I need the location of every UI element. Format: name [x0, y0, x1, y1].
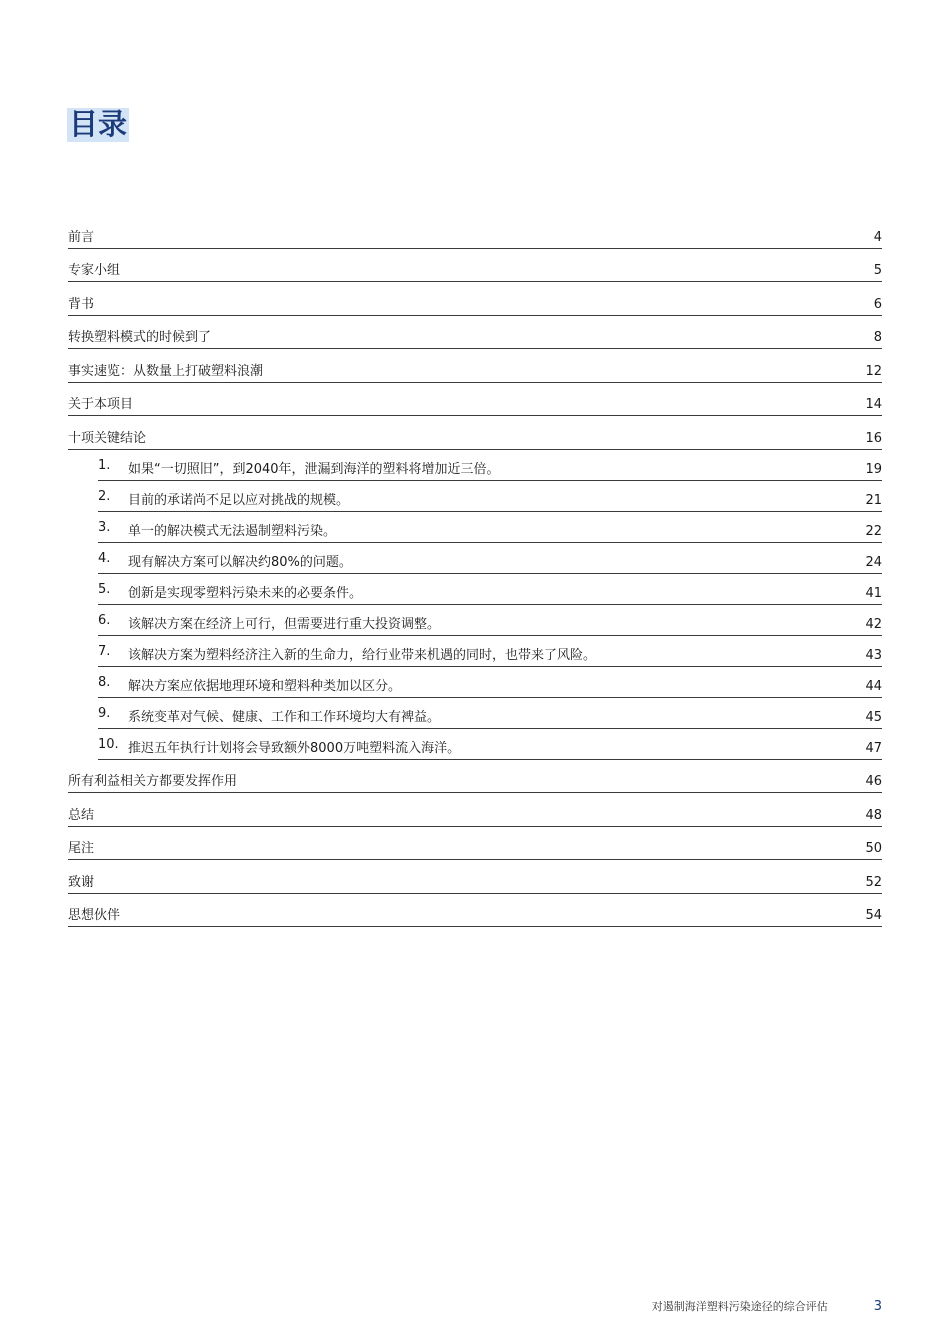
toc-entry-label: 目前的承诺尚不足以应对挑战的规模。 — [128, 492, 350, 508]
toc-page-number: 47 — [865, 740, 882, 756]
toc-entry[interactable] — [68, 249, 882, 283]
toc-page-number: 48 — [865, 807, 882, 823]
toc-page-number: 22 — [865, 523, 882, 539]
toc-page-number: 52 — [865, 874, 882, 890]
toc-entry-title — [68, 904, 120, 923]
toc-entry-title — [98, 489, 349, 508]
toc-subentry[interactable] — [98, 512, 882, 543]
toc-entry[interactable] — [68, 349, 882, 383]
toc-entry-title — [98, 675, 401, 694]
toc-entry[interactable] — [68, 894, 882, 928]
toc-entry-label: 总结 — [68, 807, 95, 823]
toc-entry-title — [68, 226, 94, 245]
toc-subentry[interactable] — [98, 698, 882, 729]
toc-entry-number: 1. — [98, 457, 111, 473]
toc-entry-number: 5. — [98, 581, 111, 597]
toc-entry-title — [68, 804, 94, 823]
toc-subentry[interactable] — [98, 636, 882, 667]
toc-entry[interactable] — [68, 760, 882, 794]
toc-page-number: 19 — [865, 461, 882, 477]
toc-entry-label: 所有利益相关方都要发挥作用 — [68, 774, 238, 789]
toc-entry-number: 9. — [98, 705, 111, 721]
toc-entry-title — [68, 837, 94, 856]
toc-entry-title — [98, 706, 440, 725]
toc-page-number: 12 — [865, 363, 882, 379]
toc-page-number: 14 — [865, 397, 882, 412]
toc-page-number: 42 — [865, 616, 882, 632]
toc-entry-title — [98, 458, 500, 477]
toc-entry-label: 解决方案应依据地理环境和塑料种类加以区分。 — [128, 678, 402, 694]
toc-entry-label: 该解决方案为塑料经济注入新的生命力，给行业带来机遇的同时，也带来了风险。 — [128, 647, 597, 663]
toc-entry-title — [68, 871, 94, 890]
toc-entry-label: 十项关键结论 — [68, 430, 147, 446]
toc-page-number: 50 — [865, 841, 882, 856]
toc-entry-title — [68, 259, 120, 278]
toc-entry-number: 7. — [98, 643, 111, 659]
toc-subentry[interactable] — [98, 543, 882, 574]
toc-entry-number: 6. — [98, 612, 111, 628]
toc-entry-label: 系统变革对气候、健康、工作和工作环境均大有裨益。 — [128, 709, 441, 725]
toc-entry-label: 该解决方案在经济上可行，但需要进行重大投资调整。 — [128, 616, 441, 632]
toc-page-number: 41 — [865, 585, 882, 601]
toc-subentry[interactable] — [98, 450, 882, 481]
toc-entry-label: 转换塑料模式的时候到了 — [68, 330, 212, 345]
toc-entry-number: 2. — [98, 488, 111, 504]
toc-page-number: 16 — [865, 430, 882, 446]
toc-entry-title — [98, 613, 440, 632]
page-footer — [652, 1298, 882, 1314]
toc-page-number: 6 — [873, 296, 882, 312]
toc-page-number: 24 — [865, 554, 882, 570]
table-of-contents — [68, 215, 882, 927]
page-title: 目录 — [69, 107, 128, 141]
toc-entry-label: 推迟五年执行计划将会导致额外8000万吨塑料流入海洋。 — [128, 740, 461, 756]
toc-page-number: 4 — [873, 229, 882, 245]
toc-entry-number: 3. — [98, 519, 111, 535]
toc-entry[interactable] — [68, 215, 882, 249]
toc-entry-title — [98, 737, 460, 756]
toc-entry-title — [68, 393, 133, 412]
toc-page-number: 21 — [865, 492, 882, 508]
toc-entry-label: 如果“一切照旧”，到2040年，泄漏到海洋的塑料将增加近三倍。 — [128, 461, 500, 477]
toc-page-number: 8 — [873, 330, 882, 345]
toc-subentry[interactable] — [98, 481, 882, 512]
toc-entry-title — [98, 520, 336, 539]
toc-entry[interactable] — [68, 416, 882, 450]
toc-entry-number: 4. — [98, 550, 111, 566]
toc-entry[interactable] — [68, 316, 882, 350]
toc-entry-label: 现有解决方案可以解决约80%的问题。 — [128, 554, 352, 570]
toc-entry-title — [68, 360, 263, 379]
toc-entry-label: 单一的解决模式无法遏制塑料污染。 — [128, 523, 337, 539]
toc-entry-label: 创新是实现零塑料污染未来的必要条件。 — [128, 585, 363, 601]
toc-subentry[interactable] — [98, 605, 882, 636]
toc-page-number: 44 — [865, 678, 882, 694]
toc-subentry[interactable] — [98, 574, 882, 605]
toc-entry-label: 尾注 — [68, 841, 95, 856]
toc-page-number: 46 — [865, 774, 882, 789]
toc-entry[interactable] — [68, 860, 882, 894]
toc-entry-title — [98, 644, 596, 663]
toc-entry[interactable] — [68, 383, 882, 417]
toc-entry-number: 8. — [98, 674, 111, 690]
toc-page-number: 5 — [873, 263, 882, 278]
toc-entry-label: 致谢 — [68, 874, 95, 890]
toc-subentry[interactable] — [98, 667, 882, 698]
toc-entry-title — [68, 326, 211, 345]
toc-page-number: 54 — [865, 908, 882, 923]
toc-entry[interactable] — [68, 793, 882, 827]
toc-entry-title — [98, 582, 362, 601]
toc-entry-label: 背书 — [68, 296, 95, 312]
toc-entry-title — [68, 293, 94, 312]
toc-entry[interactable] — [68, 827, 882, 861]
toc-page-number: 45 — [865, 709, 882, 725]
toc-entry-title — [68, 427, 146, 446]
footer-page-number: 3 — [873, 1299, 882, 1314]
toc-entry-title — [98, 551, 352, 570]
toc-entry-label: 关于本项目 — [68, 397, 134, 412]
toc-entry-title — [68, 770, 237, 789]
toc-entry-label: 思想伙伴 — [68, 908, 121, 923]
toc-entry[interactable] — [68, 282, 882, 316]
toc-subentry[interactable] — [98, 729, 882, 760]
toc-entry-label: 事实速览：从数量上打破塑料浪潮 — [68, 363, 264, 379]
toc-entry-label: 专家小组 — [68, 263, 121, 278]
toc-entry-label: 前言 — [68, 229, 95, 245]
footer-doc-title: 对遏制海洋塑料污染途径的综合评估 — [651, 1300, 828, 1313]
toc-entry-number: 10. — [98, 736, 119, 752]
toc-page-number: 43 — [865, 647, 882, 663]
